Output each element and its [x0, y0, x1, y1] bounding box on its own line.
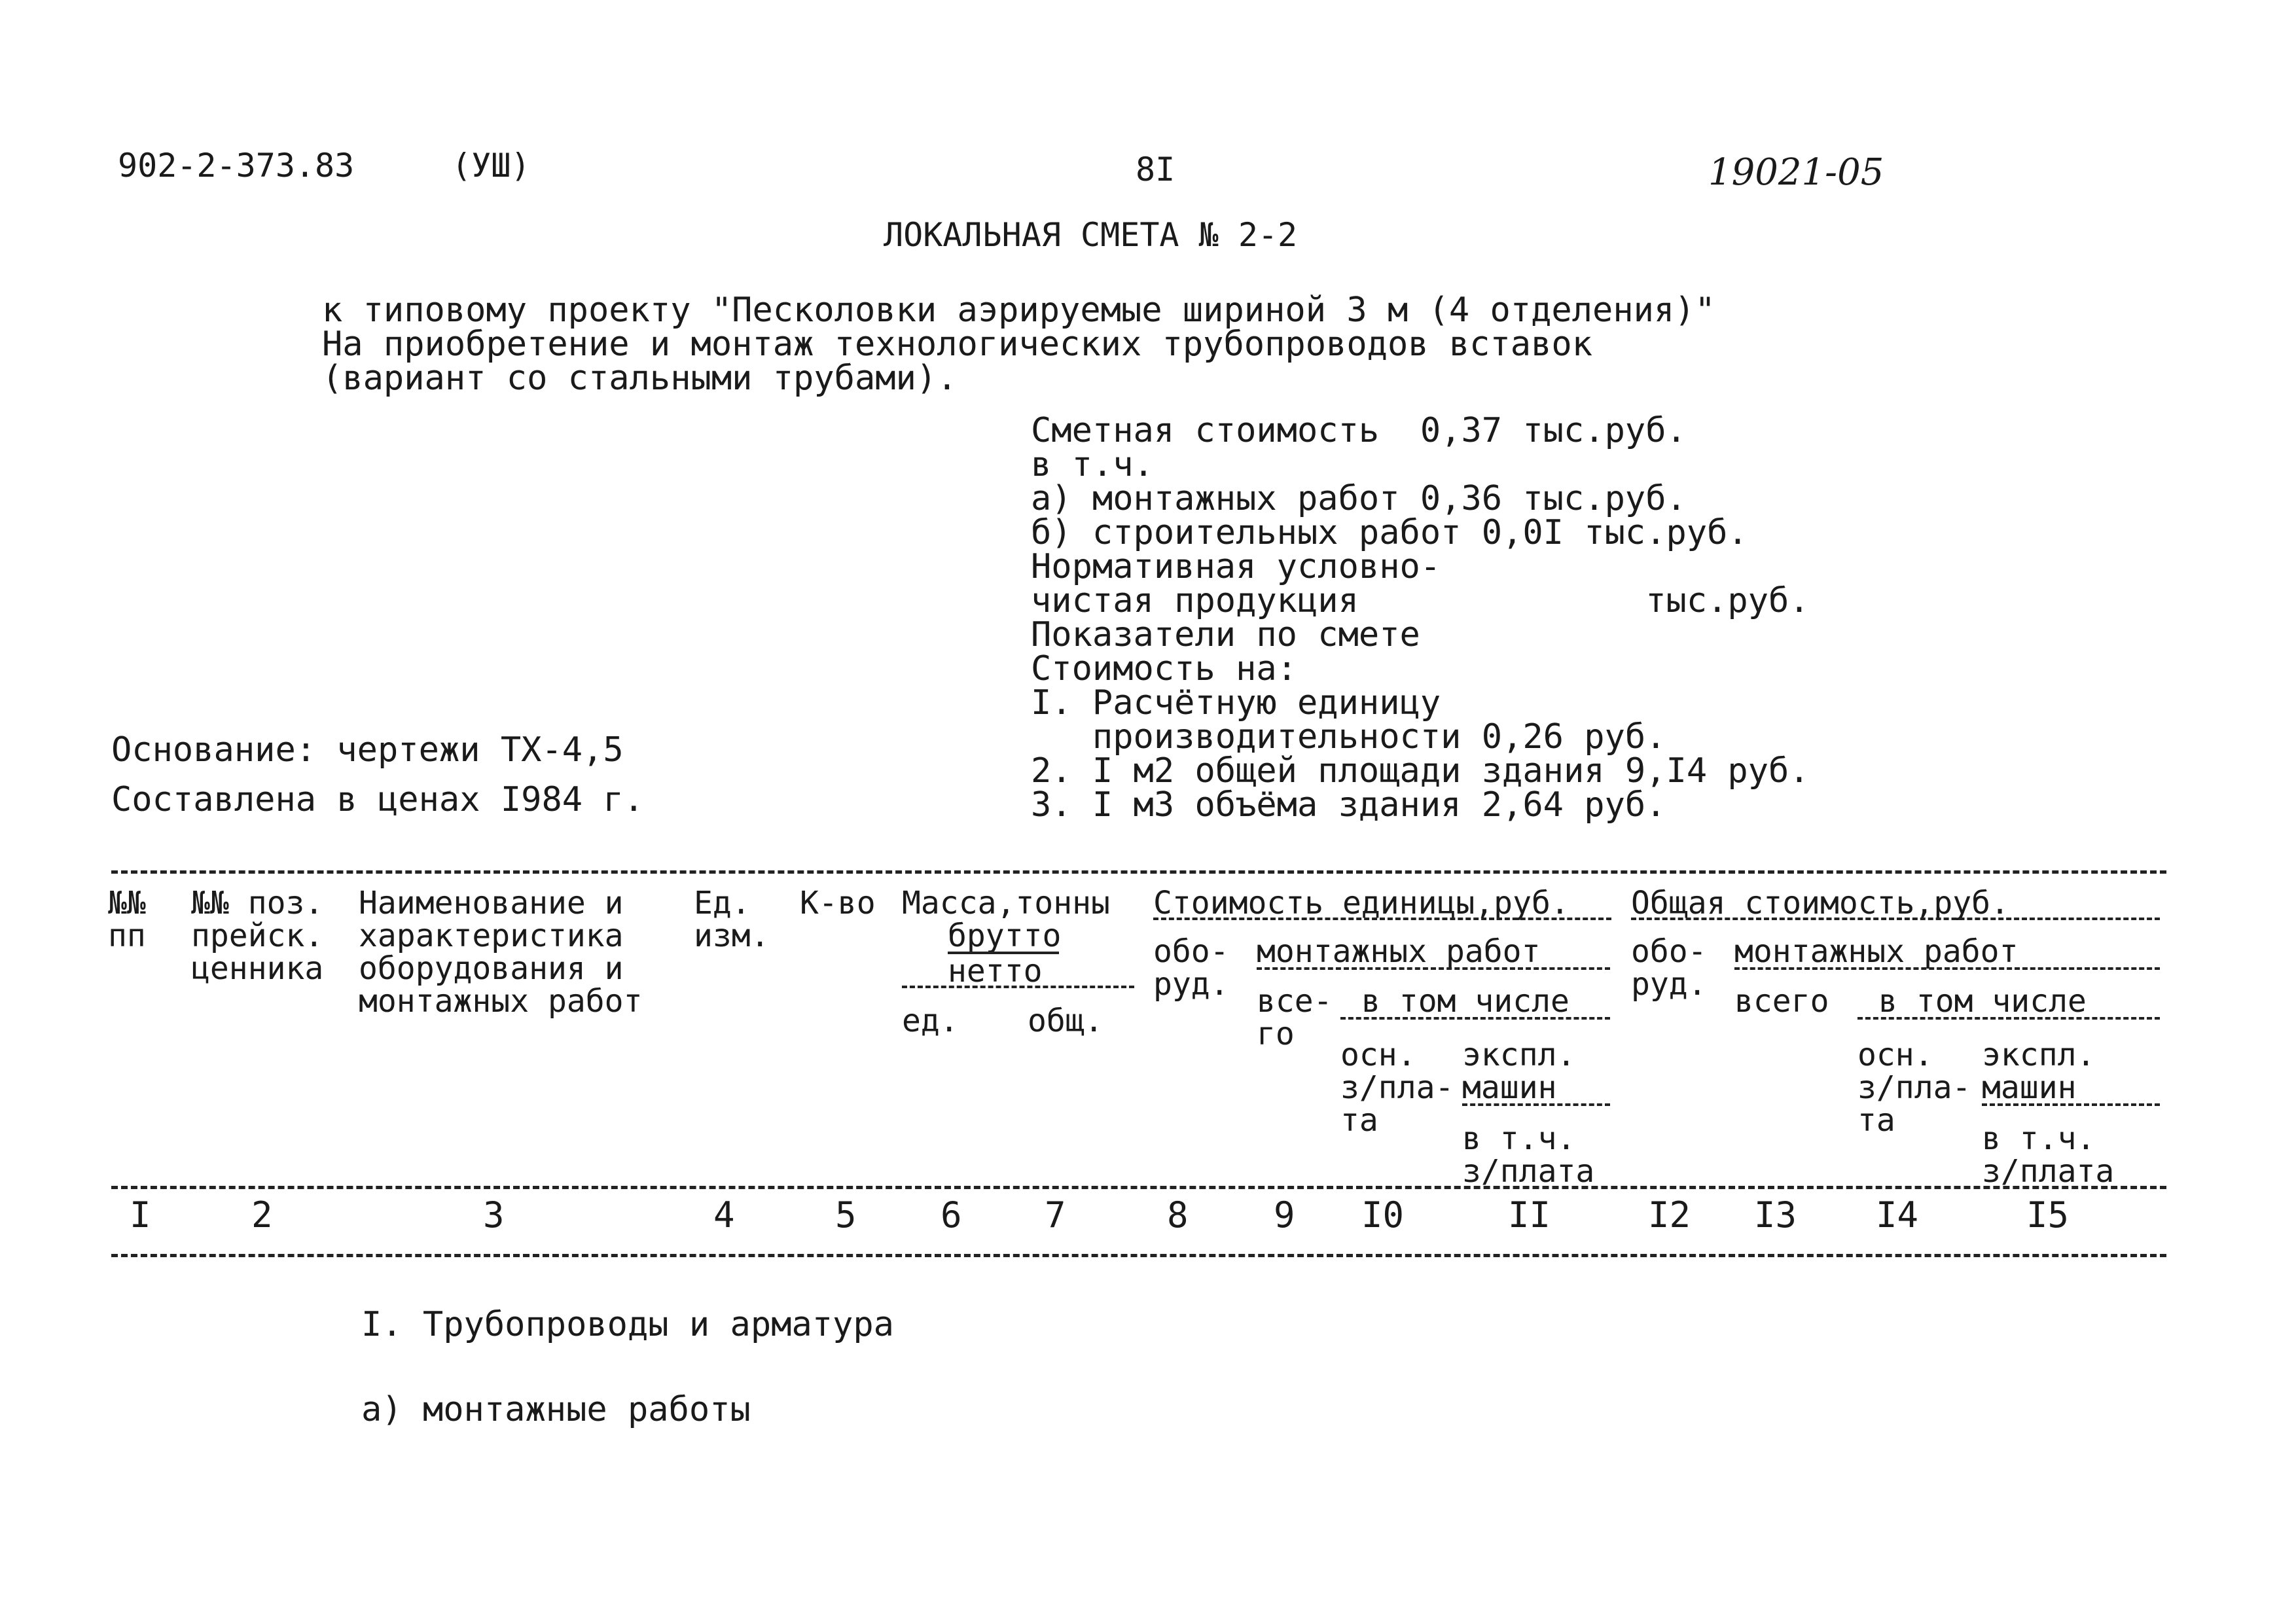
summary-line: Показатели по смете	[1031, 615, 1420, 654]
header-col2-line1: №№ поз.	[191, 885, 324, 921]
header-wage-line3: та	[1340, 1102, 1378, 1139]
install-rule	[1257, 967, 1610, 970]
header-mass-total: общ.	[1028, 1003, 1103, 1039]
column-number: II	[1508, 1194, 1551, 1236]
subtitle-line-3: (вариант со стальными трубами).	[322, 359, 958, 398]
document-code: 902-2-373.83	[118, 147, 355, 185]
column-number: 9	[1274, 1194, 1295, 1236]
header-total-cost: Общая стоимость,руб.	[1631, 885, 2009, 921]
column-number-bottom-rule	[111, 1254, 2166, 1257]
summary-line: Стоимость на:	[1031, 649, 1297, 688]
machines2-rule	[1982, 1103, 2160, 1106]
header-col1-line2: пп	[108, 918, 146, 954]
subtitle-line-2: На приобретение и монтаж технологических трубопроводов вставок	[322, 325, 1593, 364]
header-col2-line2: прейск.	[191, 918, 324, 954]
machines-rule	[1462, 1103, 1610, 1106]
header-equip-line2: руд.	[1153, 966, 1229, 1003]
header-col3-line2: характеристика	[359, 918, 624, 954]
header-wage-line1: осн.	[1340, 1037, 1416, 1073]
total-cost-rule	[1631, 918, 2160, 920]
header-machines-line1: экспл.	[1462, 1037, 1576, 1073]
header-wage2-line2: з/пла-	[1857, 1069, 1971, 1106]
header-brutto: брутто	[948, 918, 1062, 954]
summary-line: 2. I м2 общей площади здания 9,I4 руб.	[1031, 751, 1810, 791]
header-wage2-line3: та	[1857, 1102, 1895, 1139]
header-machines2-line2: машин	[1982, 1069, 2077, 1106]
header-unit-cost: Стоимость единицы,руб.	[1153, 885, 1570, 921]
header-incl-wage-line2: з/плата	[1462, 1153, 1595, 1190]
document-title: ЛОКАЛЬНАЯ СМЕТА № 2-2	[884, 216, 1298, 254]
header-col5: К-во	[800, 885, 876, 921]
column-number: 8	[1167, 1194, 1189, 1236]
install2-rule	[1734, 967, 2160, 970]
summary-line: производительности 0,26 руб.	[1031, 717, 1666, 757]
header-machines-line2: машин	[1462, 1069, 1557, 1106]
summary-line: а) монтажных работ 0,36 тыс.руб.	[1031, 479, 1687, 518]
subsection-heading: а) монтажные работы	[361, 1390, 751, 1429]
header-incl-wage-line1: в т.ч.	[1462, 1120, 1576, 1157]
column-number-top-rule	[111, 1186, 2166, 1189]
column-number: I3	[1754, 1194, 1797, 1236]
incl-rule	[1340, 1017, 1610, 1020]
mass-rule	[902, 986, 1134, 988]
column-number: 2	[251, 1194, 273, 1236]
header-total-line1: все-	[1257, 983, 1333, 1020]
column-number: I0	[1361, 1194, 1405, 1236]
column-number: I	[130, 1194, 151, 1236]
header-total2: всего	[1734, 983, 1829, 1020]
summary-line: 3. I м3 объёма здания 2,64 руб.	[1031, 785, 1666, 825]
header-total-line2: го	[1257, 1016, 1295, 1052]
summary-line: б) строительных работ 0,0I тыс.руб.	[1031, 513, 1748, 552]
table-top-rule	[111, 870, 2166, 874]
summary-line: в т.ч.	[1031, 445, 1154, 484]
header-col1-line1: №№	[108, 885, 146, 921]
header-machines2-line1: экспл.	[1982, 1037, 2096, 1073]
column-number: 7	[1045, 1194, 1066, 1236]
header-install: монтажных работ	[1257, 933, 1541, 970]
summary-line: I. Расчётную единицу	[1031, 683, 1441, 722]
header-incl: в том числе	[1361, 983, 1570, 1020]
header-col4-line2: изм.	[694, 918, 770, 954]
column-number: 6	[941, 1194, 962, 1236]
column-number: I2	[1648, 1194, 1691, 1236]
section-heading: I. Трубопроводы и арматура	[361, 1305, 894, 1344]
incl2-rule	[1857, 1017, 2160, 1020]
column-number: 5	[835, 1194, 857, 1236]
header-install2: монтажных работ	[1734, 933, 2018, 970]
header-col3-line4: монтажных работ	[359, 983, 643, 1020]
header-mass: Масса,тонны	[902, 885, 1110, 921]
album-number: (УШ)	[452, 147, 531, 185]
column-number: I5	[2026, 1194, 2070, 1236]
header-netto: нетто	[948, 953, 1043, 990]
column-number: 3	[483, 1194, 505, 1236]
column-number: I4	[1876, 1194, 1919, 1236]
header-col4-line1: Ед.	[694, 885, 751, 921]
handwritten-stamp: 19021-05	[1708, 151, 1884, 194]
header-incl-wage2-line1: в т.ч.	[1982, 1120, 2096, 1157]
summary-line: чистая продукция тыс.руб.	[1031, 581, 1810, 620]
header-wage-line2: з/пла-	[1340, 1069, 1454, 1106]
column-number: 4	[713, 1194, 735, 1236]
unit-cost-rule	[1153, 918, 1611, 920]
header-col3-line3: оборудования и	[359, 950, 624, 987]
summary-line: Сметная стоимость 0,37 тыс.руб.	[1031, 411, 1687, 450]
header-equip2-line1: обо-	[1631, 933, 1707, 970]
basis-note: Основание: чертежи ТХ-4,5	[111, 730, 624, 770]
header-wage2-line1: осн.	[1857, 1037, 1933, 1073]
page-number: 8I	[1136, 151, 1175, 188]
header-equip2-line2: руд.	[1631, 966, 1707, 1003]
subtitle-line-1: к типовому проекту "Песколовки аэрируемые шириной 3 м (4 отделения)"	[322, 291, 1715, 330]
header-equip-line1: обо-	[1153, 933, 1229, 970]
prices-note: Составлена в ценах I984 г.	[111, 780, 644, 819]
summary-line: Нормативная условно-	[1031, 547, 1441, 586]
header-incl2: в том числе	[1878, 983, 2087, 1020]
header-incl-wage2-line2: з/плата	[1982, 1153, 2115, 1190]
header-col3-line1: Наименование и	[359, 885, 624, 921]
header-col2-line3: ценника	[191, 950, 324, 987]
header-mass-unit: ед.	[902, 1003, 959, 1039]
